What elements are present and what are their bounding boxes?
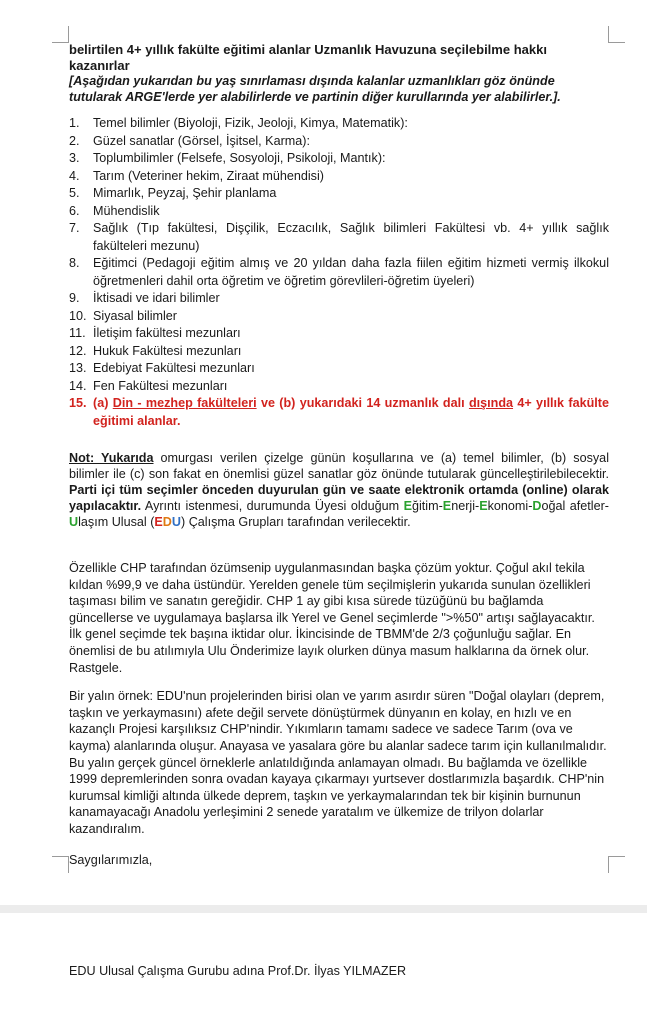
note-text: Ayrıntı istenmesi, durumunda Üyesi olduğum	[141, 499, 404, 513]
list-text: İktisadi ve idari bilimler	[93, 291, 220, 305]
list-item	[69, 150, 609, 168]
list-text: Edebiyat Fakültesi mezunları	[93, 361, 255, 375]
underlined-text: dışında	[468, 396, 514, 410]
list-text: Sağlık (Tıp fakültesi, Dişçilik, Eczacılık, Sağlık bilimleri Fakültesi vb. 4+ yıllık sağlık fakülteleri mezunu)	[93, 221, 609, 253]
list-item-highlighted	[69, 395, 609, 430]
list-item	[69, 115, 609, 133]
list-item	[69, 168, 609, 186]
list-item	[69, 308, 609, 326]
list-number: 8.	[69, 256, 80, 270]
acronym-letter: D	[532, 499, 542, 513]
list-text: Temel bilimler (Biyoloji, Fizik, Jeoloji, Kimya, Matematik):	[93, 116, 408, 130]
list-number: 2.	[69, 133, 80, 148]
note-text: laşım Ulusal (	[78, 515, 155, 529]
list-item	[69, 325, 609, 343]
note-paragraph	[69, 450, 609, 530]
edu-logo-letter: D	[162, 515, 172, 529]
list-item	[69, 360, 609, 378]
closing-salutation: Saygılarımızla,	[69, 852, 153, 867]
list-number: 4.	[69, 168, 80, 183]
list-text: Fen Fakültesi mezunları	[93, 378, 228, 393]
page-corner-mark-bottom-left	[52, 856, 69, 873]
list-number: 9.	[69, 291, 80, 305]
list-number: 15.	[69, 396, 87, 410]
underlined-text: Din - mezhep fakülteleri	[112, 396, 257, 410]
note-bold-text: Parti içi tüm seçimler önceden duyurulan gün ve saate elektronik ortamda (online) olarak yapılacaktır.	[69, 483, 609, 513]
list-number: 1.	[69, 116, 80, 130]
specialty-list	[69, 115, 609, 430]
list-text-middle: ve (b) yukarıdaki 14 uzmanlık dalı	[256, 396, 469, 410]
list-text: İletişim fakültesi mezunları	[93, 326, 241, 340]
body-paragraph-1: Özellikle CHP tarafından özümsenip uygulanmasından başka çözüm yoktur. Çoğul akıl tekila kıldan %99,9 ve daha üstündür. Yerelden genele tüm seçilmişlerin yukarıda sunulan özellikleri taşıması bilim ve sanatın gereğidir. CHP 1 ay gibi kısa sürede tüzüğünü bu bağlamda güncellerse ve uygulamaya başlarsa ilk Yerel ve Genel seçimlerde ">%50" artışı sağlayacaktır. İlk genel seçimde tek başına iktidar olur. İkincisinde de TBMM'de 2/3 çoğunluğu sağlar. En önemlisi de bu atılımıyla Ulu Önderimize layık olurken dünya masum halklarına da örnek olur. Rastgele.	[69, 561, 595, 675]
list-item	[69, 185, 609, 203]
acronym-letter: E	[442, 499, 452, 513]
list-text: Mimarlık, Peyzaj, Şehir planlama	[93, 186, 277, 200]
acronym-letter: U	[69, 515, 79, 529]
list-text: Toplumbilimler (Felsefe, Sosyoloji, Psikoloji, Mantık):	[93, 151, 386, 165]
edu-logo-letter: U	[171, 515, 182, 529]
document-body	[69, 42, 609, 868]
page-separator	[0, 905, 647, 913]
list-number: 5.	[69, 186, 80, 200]
list-item	[69, 378, 609, 396]
note-text: ğitim-	[412, 499, 443, 513]
list-number: 10.	[69, 308, 87, 323]
list-text: Siyasal bilimler	[93, 308, 177, 323]
list-item	[69, 343, 609, 361]
list-number: 6.	[69, 203, 80, 218]
list-text: Tarım (Veteriner hekim, Ziraat mühendisi)	[93, 168, 324, 183]
signature-line: EDU Ulusal Çalışma Gurubu adına Prof.Dr. İlyas YILMAZER	[69, 964, 407, 978]
list-item	[69, 290, 609, 308]
list-text-suffix: 4+ yıllık fakülte eğitimi alanlar.	[93, 396, 609, 428]
note-text: nerji-	[451, 499, 480, 513]
note-text: konomi-	[487, 499, 533, 513]
list-number: 13.	[69, 361, 87, 375]
body-paragraph-2: Bir yalın örnek: EDU'nun projelerinden birisi olan ve yarım asırdır süren "Doğal olayları (deprem, taşkın ve yerkaymasını) afete değil servete dönüştürmek dünyanın en kolay, en hızlı ve en kazançlı Projesi karşılıksız CHP'nindir. Yıkımların tamamı sadece ve sadece Tarım (ova ve kayma) alanlarında oluşur. Anayasa ve yasalara göre bu alanlar sadece tarım için kullanılmalıdır. Bu yalın gerçek güncel örneklerle anlatıldığında anlamayan olmadı. Bu bağlamda ve özellikle 1999 depremlerinden sonra ovadan kayaya çıkarmayı yurtsever dostlarımızla başardık. CHP'nin kurumsal kimliği altında ülkede deprem, taşkın ve yerkaymalarından tek bir kişinin burnunun kanamayacağı Anadolu yerleşimini 2 senede yaratalım ve ülkemize de trilyon dolarlar kazandıralım.	[69, 689, 607, 836]
note-text: omurgası verilen çizelge günün koşullarına ve (a) temel bilimler, (b) sosyal bilimler ile (c) son fakat en önemlisi güzel sanatlar göz önünde tutularak güncelleştirilebilecektir.	[69, 451, 609, 481]
note-label: Not: Yukarıda	[69, 451, 154, 465]
acronym-letter: E	[403, 499, 412, 513]
note-text: oğal afetler-	[541, 499, 609, 513]
list-text: Eğitimci (Pedagoji eğitim almış ve 20 yıldan daha fazla fiilen eğitim hizmeti vermiş ilkokul öğretmenleri dahil orta öğretim ve öğretim görevlileri-öğretim üyeleri)	[93, 256, 609, 288]
note-text: ) Çalışma Grupları tarafından verilecektir.	[181, 515, 411, 529]
list-number: 3.	[69, 151, 80, 165]
page-corner-mark-bottom-right	[608, 856, 625, 873]
list-number: 12.	[69, 343, 87, 358]
list-text: Güzel sanatlar (Görsel, İşitsel, Karma):	[93, 133, 310, 148]
page-corner-mark-top-left	[52, 26, 69, 43]
list-text: Mühendislik	[93, 203, 160, 218]
edu-logo-letter: E	[154, 515, 163, 529]
list-item	[69, 133, 609, 151]
intro-bold-line: belirtilen 4+ yıllık fakülte eğitimi alanlar Uzmanlık Havuzuna seçilebilme hakkı kazanırlar	[69, 42, 547, 73]
page-corner-mark-top-right	[608, 26, 625, 43]
intro-italic-note: [Aşağıdan yukarıdan bu yaş sınırlaması dışında kalanlar uzmanlıkları göz önünde tutularak ARGE'lerde yer alabilirlerde ve partinin diğer kurullarında yer alabilirler.].	[69, 74, 561, 104]
list-number: 11.	[69, 326, 86, 340]
list-number: 7.	[69, 221, 80, 235]
list-item	[69, 255, 609, 290]
list-number: 14.	[69, 378, 87, 393]
list-text-prefix: (a)	[93, 396, 113, 410]
list-item	[69, 203, 609, 221]
list-item	[69, 220, 609, 255]
acronym-letter: E	[479, 499, 488, 513]
list-text: Hukuk Fakültesi mezunları	[93, 343, 242, 358]
